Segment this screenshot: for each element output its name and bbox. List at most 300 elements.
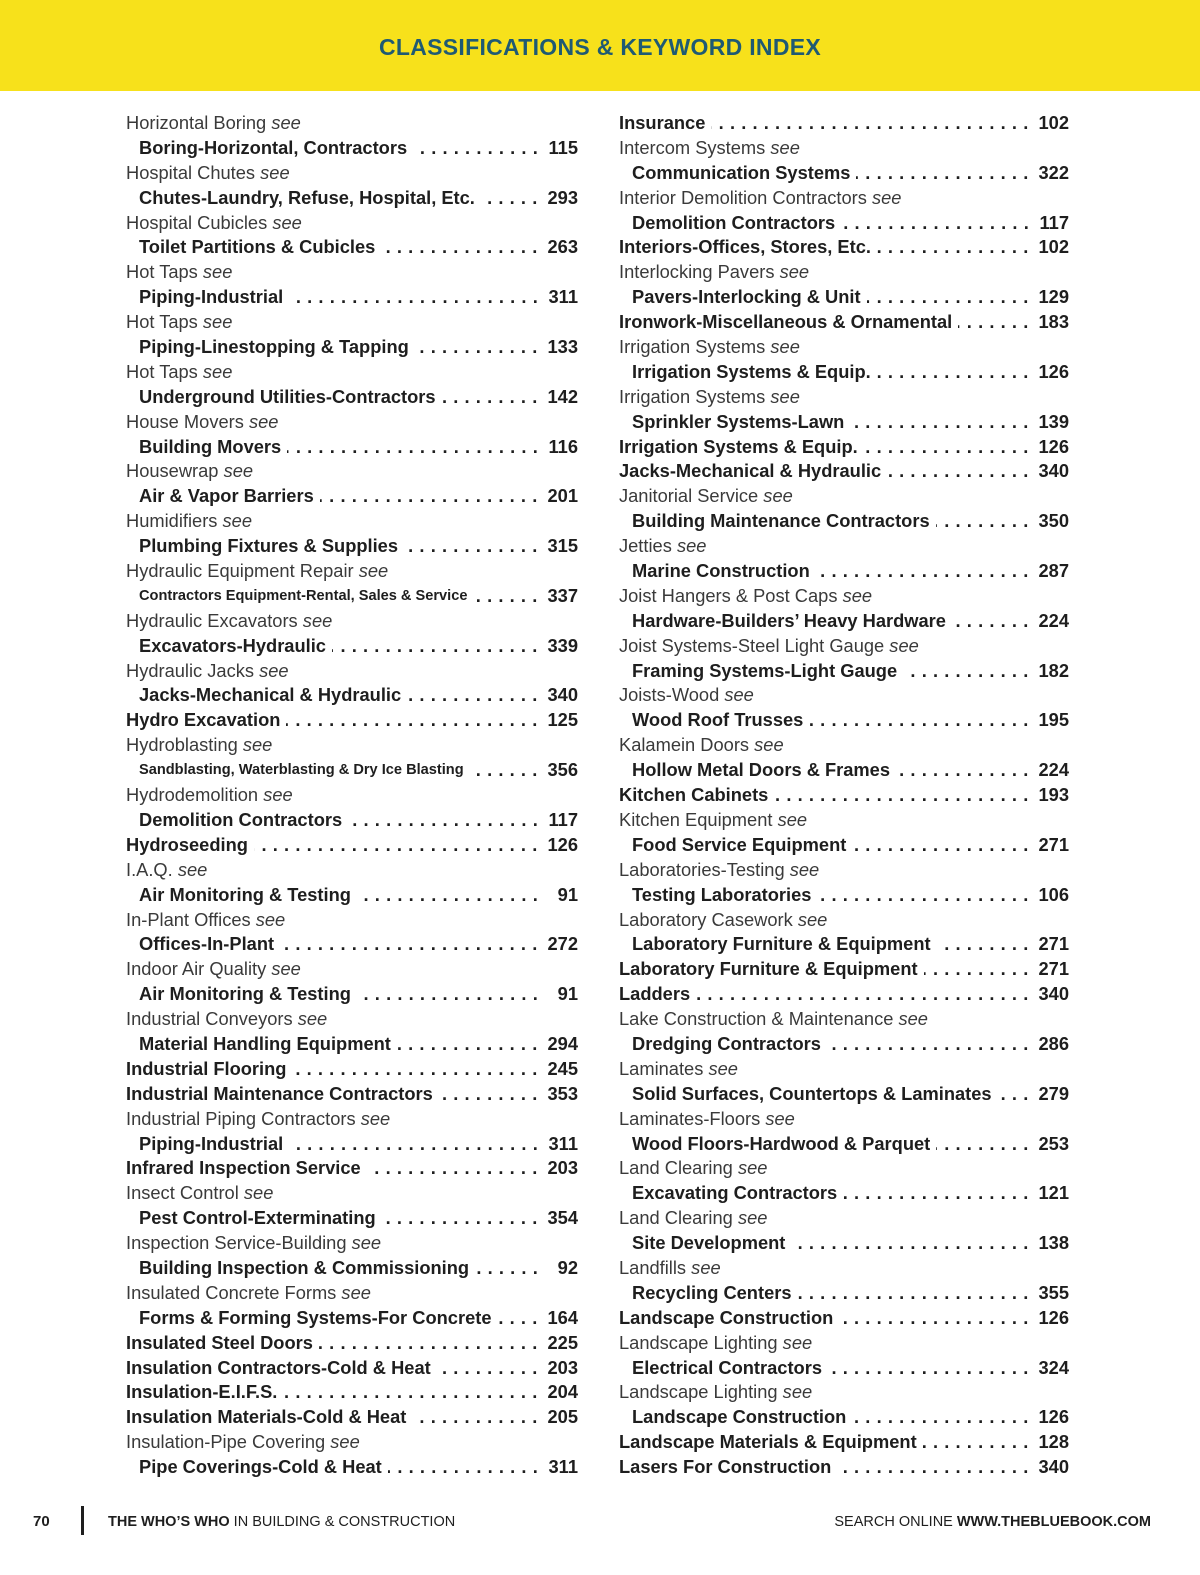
see-label: see — [797, 908, 828, 930]
dot-leader — [867, 285, 1035, 310]
index-xref — [126, 310, 578, 335]
entry-page-number: 350 — [1038, 510, 1069, 532]
entry-page-number: 311 — [548, 286, 578, 308]
xref-term: Land Clearing — [619, 1207, 733, 1229]
index-xref — [619, 858, 1069, 883]
xref-term: Hydroblasting — [126, 734, 238, 756]
index-entry[interactable] — [619, 211, 1069, 236]
index-entry[interactable] — [126, 833, 578, 858]
dot-leader — [852, 1405, 1034, 1430]
dot-leader — [791, 1231, 1034, 1256]
see-label: see — [770, 136, 800, 158]
dot-leader — [877, 235, 1035, 260]
index-xref — [619, 1057, 1069, 1082]
see-label: see — [358, 560, 389, 582]
index-entry[interactable] — [619, 1082, 1069, 1107]
website-link[interactable]: WWW.THEBLUEBOOK.COM — [956, 1514, 1151, 1530]
index-entry[interactable] — [126, 1256, 578, 1281]
entry-name: Landscape Construction — [619, 1306, 834, 1328]
index-entry[interactable] — [619, 509, 1069, 534]
entry-name: Recycling Centers — [632, 1281, 792, 1303]
index-xref — [126, 260, 578, 285]
xref-term: Laboratories-Testing — [619, 858, 785, 880]
see-label: see — [898, 1008, 928, 1030]
index-xref — [619, 584, 1069, 609]
entry-page-number: 138 — [1038, 1232, 1069, 1254]
entry-name: Building Inspection & Commissioning — [139, 1256, 470, 1278]
index-xref — [619, 634, 1069, 659]
dot-leader — [287, 435, 544, 460]
xref-term: Land Clearing — [619, 1157, 733, 1179]
entry-page-number: 271 — [1038, 833, 1069, 855]
dot-leader — [998, 1082, 1035, 1107]
entry-name: Jacks-Mechanical & Hydraulic — [619, 460, 882, 482]
index-entry[interactable] — [619, 783, 1069, 808]
entry-name: Building Maintenance Contractors — [632, 510, 930, 532]
dot-leader — [828, 1356, 1034, 1381]
entry-page-number: 224 — [1038, 759, 1069, 781]
dot-leader — [774, 783, 1034, 808]
entry-page-number: 201 — [547, 485, 578, 507]
dot-leader — [498, 1306, 544, 1331]
see-label: see — [889, 634, 919, 656]
entry-name: Industrial Maintenance Contractors — [126, 1082, 433, 1104]
see-label: see — [330, 1431, 360, 1453]
entry-page-number: 311 — [548, 1456, 578, 1478]
dot-leader — [798, 1281, 1035, 1306]
index-entry[interactable] — [619, 410, 1069, 435]
see-label: see — [271, 112, 301, 133]
index-entry[interactable] — [619, 459, 1069, 484]
index-xref — [619, 1380, 1069, 1405]
see-label: see — [842, 584, 873, 606]
xref-term: Intercom Systems — [619, 136, 766, 158]
entry-name: Underground Utilities-Contractors — [139, 385, 436, 407]
entry-name: Insulation-E.I.F.S. — [126, 1381, 278, 1403]
index-xref — [619, 484, 1069, 509]
index-entry[interactable] — [619, 235, 1069, 260]
entry-page-number: 129 — [1038, 286, 1069, 308]
dot-leader — [404, 534, 543, 559]
entry-name: Insulation Contractors-Cold & Heat — [126, 1356, 431, 1378]
index-xref — [619, 1007, 1069, 1032]
index-entry[interactable] — [126, 758, 578, 783]
page-number: 70 — [33, 1513, 50, 1530]
index-entry[interactable] — [619, 1281, 1069, 1306]
index-entry[interactable] — [126, 435, 578, 460]
index-entry[interactable] — [126, 235, 578, 260]
entry-name: Jacks-Mechanical & Hydraulic — [139, 684, 402, 706]
dot-leader — [896, 758, 1034, 783]
entry-name: Pipe Coverings-Cold & Heat — [139, 1456, 382, 1478]
index-entry[interactable] — [126, 1156, 578, 1181]
index-xref — [619, 733, 1069, 758]
index-entry[interactable] — [619, 932, 1069, 957]
see-label: see — [770, 385, 800, 407]
index-xref — [126, 1430, 578, 1455]
dot-leader — [254, 833, 544, 858]
dot-leader — [283, 1380, 543, 1405]
see-label: see — [737, 1207, 768, 1229]
entry-name: Laboratory Furniture & Equipment — [632, 933, 931, 955]
entry-page-number: 354 — [547, 1207, 578, 1229]
entry-name: Insulated Steel Doors — [126, 1331, 313, 1353]
entry-page-number: 353 — [547, 1082, 578, 1104]
dot-leader — [809, 708, 1034, 733]
index-xref — [126, 659, 578, 684]
index-xref — [126, 1107, 578, 1132]
dot-leader — [887, 459, 1034, 484]
entry-page-number: 294 — [547, 1032, 578, 1054]
see-label: see — [676, 535, 707, 557]
index-entry[interactable] — [126, 1306, 578, 1331]
entry-name: Framing Systems-Light Gauge — [632, 659, 898, 681]
index-entry[interactable] — [126, 932, 578, 957]
entry-name: Chutes-Laundry, Refuse, Hospital, Etc. — [139, 186, 475, 208]
index-xref — [619, 534, 1069, 559]
index-xref — [619, 1331, 1069, 1356]
index-entry[interactable] — [619, 1455, 1069, 1480]
index-xref — [126, 1281, 578, 1306]
entry-name: Lasers For Construction — [619, 1456, 832, 1478]
entry-page-number: 133 — [547, 336, 578, 358]
index-entry[interactable] — [126, 484, 578, 509]
entry-page-number: 116 — [548, 435, 578, 457]
entry-page-number: 102 — [1038, 112, 1069, 133]
xref-term: Inspection Service-Building — [126, 1232, 347, 1254]
index-entry[interactable] — [126, 1331, 578, 1356]
index-entry[interactable] — [619, 559, 1069, 584]
entry-name: Piping-Industrial — [139, 1132, 284, 1154]
index-entry[interactable] — [126, 808, 578, 833]
entry-page-number: 287 — [1038, 560, 1069, 582]
index-entry[interactable] — [126, 285, 578, 310]
entry-page-number: 225 — [547, 1331, 578, 1353]
index-xref — [126, 161, 578, 186]
entry-page-number: 126 — [1038, 1306, 1069, 1328]
entry-name: Landscape Materials & Equipment — [619, 1431, 917, 1453]
page-title: CLASSIFICATIONS & KEYWORD INDEX — [378, 34, 822, 60]
index-xref — [126, 559, 578, 584]
dot-leader — [439, 1082, 544, 1107]
xref-term: Insulated Concrete Forms — [126, 1281, 337, 1303]
dot-leader — [711, 111, 1034, 136]
index-entry[interactable] — [619, 435, 1069, 460]
publication-name-bold: THE WHO’S WHO — [108, 1514, 230, 1530]
entry-name: Excavators-Hydraulic — [139, 634, 326, 656]
dot-leader — [924, 957, 1035, 982]
index-xref — [126, 360, 578, 385]
index-entry[interactable] — [619, 1356, 1069, 1381]
xref-term: Industrial Piping Contractors — [126, 1107, 356, 1129]
index-entry[interactable] — [619, 310, 1069, 335]
see-label: see — [782, 1381, 813, 1403]
entry-name: Irrigation Systems & Equip. — [619, 435, 858, 457]
xref-term: Interlocking Pavers — [619, 261, 775, 283]
see-label: see — [763, 485, 793, 507]
index-entry[interactable] — [126, 982, 578, 1007]
index-entry[interactable] — [619, 957, 1069, 982]
entry-name: Irrigation Systems & Equip. — [632, 360, 871, 382]
index-entry[interactable] — [126, 136, 578, 161]
page-footer — [0, 1505, 1200, 1539]
xref-term: Interior Demolition Contractors — [619, 186, 867, 208]
entry-name: Toilet Partitions & Cubicles — [139, 236, 376, 258]
xref-term: Kalamein Doors — [619, 734, 750, 756]
see-label: see — [777, 808, 808, 830]
entry-name: Insurance — [619, 112, 706, 133]
dot-leader — [332, 634, 544, 659]
entry-page-number: 205 — [547, 1406, 578, 1428]
dot-leader — [286, 708, 543, 733]
index-entry[interactable] — [126, 883, 578, 908]
entry-name: Industrial Flooring — [126, 1057, 287, 1079]
see-label: see — [255, 908, 286, 930]
index-entry[interactable] — [619, 1430, 1069, 1455]
see-label: see — [223, 460, 254, 482]
index-entry[interactable] — [126, 708, 578, 733]
dot-leader — [319, 1331, 544, 1356]
entry-page-number: 322 — [1038, 161, 1069, 183]
xref-term: Landfills — [619, 1256, 687, 1278]
entry-name: Piping-Industrial — [139, 286, 284, 308]
entry-page-number: 126 — [1038, 435, 1069, 457]
xref-term: Joists-Wood — [619, 684, 720, 706]
index-xref — [126, 908, 578, 933]
dot-leader — [397, 1032, 544, 1057]
entry-name: Demolition Contractors — [139, 808, 343, 830]
entry-page-number: 193 — [1038, 784, 1069, 806]
index-entry[interactable] — [126, 1356, 578, 1381]
dot-leader — [442, 385, 544, 410]
xref-term: Humidifiers — [126, 510, 218, 532]
see-label: see — [754, 734, 784, 756]
index-xref — [126, 1181, 578, 1206]
index-xref — [619, 1206, 1069, 1231]
index-entry[interactable] — [126, 634, 578, 659]
index-entry[interactable] — [126, 385, 578, 410]
dot-leader — [412, 1405, 543, 1430]
index-entry[interactable] — [126, 335, 578, 360]
dot-leader — [348, 808, 544, 833]
entry-page-number: 204 — [547, 1381, 578, 1403]
index-entry[interactable] — [619, 360, 1069, 385]
dot-leader — [475, 1256, 544, 1281]
entry-page-number: 126 — [547, 833, 578, 855]
entry-page-number: 263 — [547, 236, 578, 258]
index-xref — [619, 1256, 1069, 1281]
entry-page-number: 102 — [1038, 236, 1069, 258]
entry-page-number: 126 — [1038, 1406, 1069, 1428]
index-xref — [619, 1156, 1069, 1181]
index-xref — [126, 1007, 578, 1032]
entry-page-number: 92 — [557, 1256, 578, 1278]
entry-page-number: 142 — [547, 385, 578, 407]
entry-name: Demolition Contractors — [632, 211, 836, 233]
entry-page-number: 271 — [1038, 958, 1069, 980]
xref-term: Laminates — [619, 1057, 704, 1079]
index-entry[interactable] — [126, 1032, 578, 1057]
entry-page-number: 324 — [1038, 1356, 1069, 1378]
entry-name: Communication Systems — [632, 161, 851, 183]
xref-term: Indoor Air Quality — [126, 958, 267, 980]
xref-term: Landscape Lighting — [619, 1331, 778, 1353]
index-entry[interactable] — [126, 1405, 578, 1430]
index-column-right — [619, 111, 1069, 1480]
entry-name: Plumbing Fixtures & Supplies — [139, 535, 399, 557]
entry-page-number: 117 — [548, 808, 578, 830]
search-online-label: SEARCH ONLINE — [834, 1514, 957, 1530]
entry-name: Dredging Contractors — [632, 1032, 821, 1054]
index-entry[interactable] — [126, 1380, 578, 1405]
xref-term: Housewrap — [126, 460, 219, 482]
publication-name-rest: IN BUILDING & CONSTRUCTION — [229, 1514, 456, 1530]
entry-name: Sprinkler Systems-Lawn — [632, 410, 845, 432]
dot-leader — [852, 833, 1034, 858]
index-entry[interactable] — [126, 1057, 578, 1082]
see-label: see — [242, 734, 273, 756]
entry-name: Hydroseeding — [126, 833, 248, 855]
entry-page-number: 164 — [547, 1306, 578, 1328]
entry-page-number: 311 — [548, 1132, 578, 1154]
dot-leader — [357, 982, 544, 1007]
entry-name: Hollow Metal Doors & Frames — [632, 759, 891, 781]
index-xref — [126, 211, 578, 236]
entry-page-number: 340 — [1038, 1456, 1069, 1478]
index-xref — [126, 609, 578, 634]
index-entry[interactable] — [619, 833, 1069, 858]
index-xref — [619, 908, 1069, 933]
entry-page-number: 128 — [1038, 1431, 1069, 1453]
dot-leader — [952, 609, 1035, 634]
index-entry[interactable] — [619, 111, 1069, 136]
entry-name: Electrical Contractors — [632, 1356, 822, 1378]
index-entry[interactable] — [619, 161, 1069, 186]
dot-leader — [280, 932, 543, 957]
see-label: see — [770, 336, 800, 358]
entry-name: Wood Floors-Hardwood & Parquet — [632, 1132, 931, 1154]
entry-page-number: 340 — [1038, 460, 1069, 482]
index-entry[interactable] — [619, 758, 1069, 783]
see-label: see — [708, 1057, 738, 1079]
see-label: see — [259, 659, 289, 681]
see-label: see — [243, 1182, 274, 1204]
xref-term: Laboratory Casework — [619, 908, 793, 930]
index-entry[interactable] — [619, 1306, 1069, 1331]
index-entry[interactable] — [619, 982, 1069, 1007]
entry-name: Air & Vapor Barriers — [139, 485, 314, 507]
index-entry[interactable] — [619, 1181, 1069, 1206]
dot-leader — [292, 1057, 543, 1082]
index-entry[interactable] — [619, 609, 1069, 634]
entry-name: Hydro Excavation — [126, 709, 281, 731]
dot-leader — [937, 932, 1035, 957]
index-entry[interactable] — [619, 1032, 1069, 1057]
xref-term: Hydraulic Equipment Repair — [126, 560, 354, 582]
index-entry[interactable] — [126, 534, 578, 559]
index-xref — [126, 957, 578, 982]
xref-term: Hydrodemolition — [126, 784, 259, 806]
entry-name: Forms & Forming Systems-For Concrete — [139, 1306, 492, 1328]
entry-page-number: 293 — [547, 186, 578, 208]
see-label: see — [341, 1281, 371, 1303]
entry-name: Wood Roof Trusses — [632, 709, 804, 731]
index-entry[interactable] — [126, 584, 578, 609]
index-entry[interactable] — [126, 1455, 578, 1480]
dot-leader — [437, 1356, 544, 1381]
index-entry[interactable] — [619, 1132, 1069, 1157]
dot-leader — [320, 484, 544, 509]
index-entry[interactable] — [619, 1405, 1069, 1430]
entry-name: Sandblasting, Waterblasting & Dry Ice Blasting — [139, 762, 464, 779]
dot-leader — [388, 1455, 544, 1480]
dot-leader — [856, 161, 1034, 186]
index-entry[interactable] — [619, 285, 1069, 310]
entry-name: Marine Construction — [632, 560, 810, 582]
entry-page-number: 117 — [1039, 211, 1069, 233]
see-label: see — [351, 1232, 382, 1254]
index-xref — [126, 111, 578, 136]
xref-term: Hospital Cubicles — [126, 211, 268, 233]
xref-term: Hot Taps — [126, 261, 198, 283]
search-online — [834, 1514, 1151, 1530]
entry-page-number: 340 — [1038, 983, 1069, 1005]
xref-term: Horizontal Boring — [126, 112, 267, 133]
index-entry[interactable] — [619, 883, 1069, 908]
xref-term: Hot Taps — [126, 360, 198, 382]
index-entry[interactable] — [619, 659, 1069, 684]
index-entry[interactable] — [619, 1231, 1069, 1256]
dot-leader — [923, 1430, 1035, 1455]
index-xref — [126, 783, 578, 808]
entry-page-number: 203 — [547, 1356, 578, 1378]
dot-leader — [817, 883, 1034, 908]
entry-page-number: 356 — [547, 759, 578, 781]
see-label: see — [691, 1256, 721, 1278]
entry-name: Infrared Inspection Service — [126, 1157, 361, 1179]
entry-page-number: 271 — [1038, 933, 1069, 955]
index-entry[interactable] — [126, 1132, 578, 1157]
index-entry[interactable] — [126, 683, 578, 708]
index-entry[interactable] — [126, 1082, 578, 1107]
see-label: see — [779, 261, 810, 283]
index-entry[interactable] — [619, 708, 1069, 733]
index-xref — [126, 459, 578, 484]
entry-page-number: 340 — [547, 684, 578, 706]
dot-leader — [850, 410, 1034, 435]
dot-leader — [367, 1156, 544, 1181]
dot-leader — [816, 559, 1035, 584]
xref-term: House Movers — [126, 410, 244, 432]
entry-name: Insulation Materials-Cold & Heat — [126, 1406, 407, 1428]
entry-page-number: 183 — [1038, 311, 1069, 333]
xref-term: Industrial Conveyors — [126, 1008, 293, 1030]
xref-term: Laminates-Floors — [619, 1107, 761, 1129]
entry-page-number: 253 — [1038, 1132, 1069, 1154]
index-entry[interactable] — [126, 1206, 578, 1231]
entry-page-number: 182 — [1038, 659, 1069, 681]
dot-leader — [407, 683, 543, 708]
index-entry[interactable] — [126, 186, 578, 211]
entry-name: Site Development — [632, 1232, 786, 1254]
dot-leader — [415, 335, 544, 360]
xref-term: Hydraulic Jacks — [126, 659, 255, 681]
see-label: see — [302, 609, 333, 631]
dot-leader — [473, 584, 543, 609]
see-label: see — [737, 1157, 768, 1179]
publication-name — [108, 1514, 455, 1530]
entry-page-number: 106 — [1038, 883, 1069, 905]
